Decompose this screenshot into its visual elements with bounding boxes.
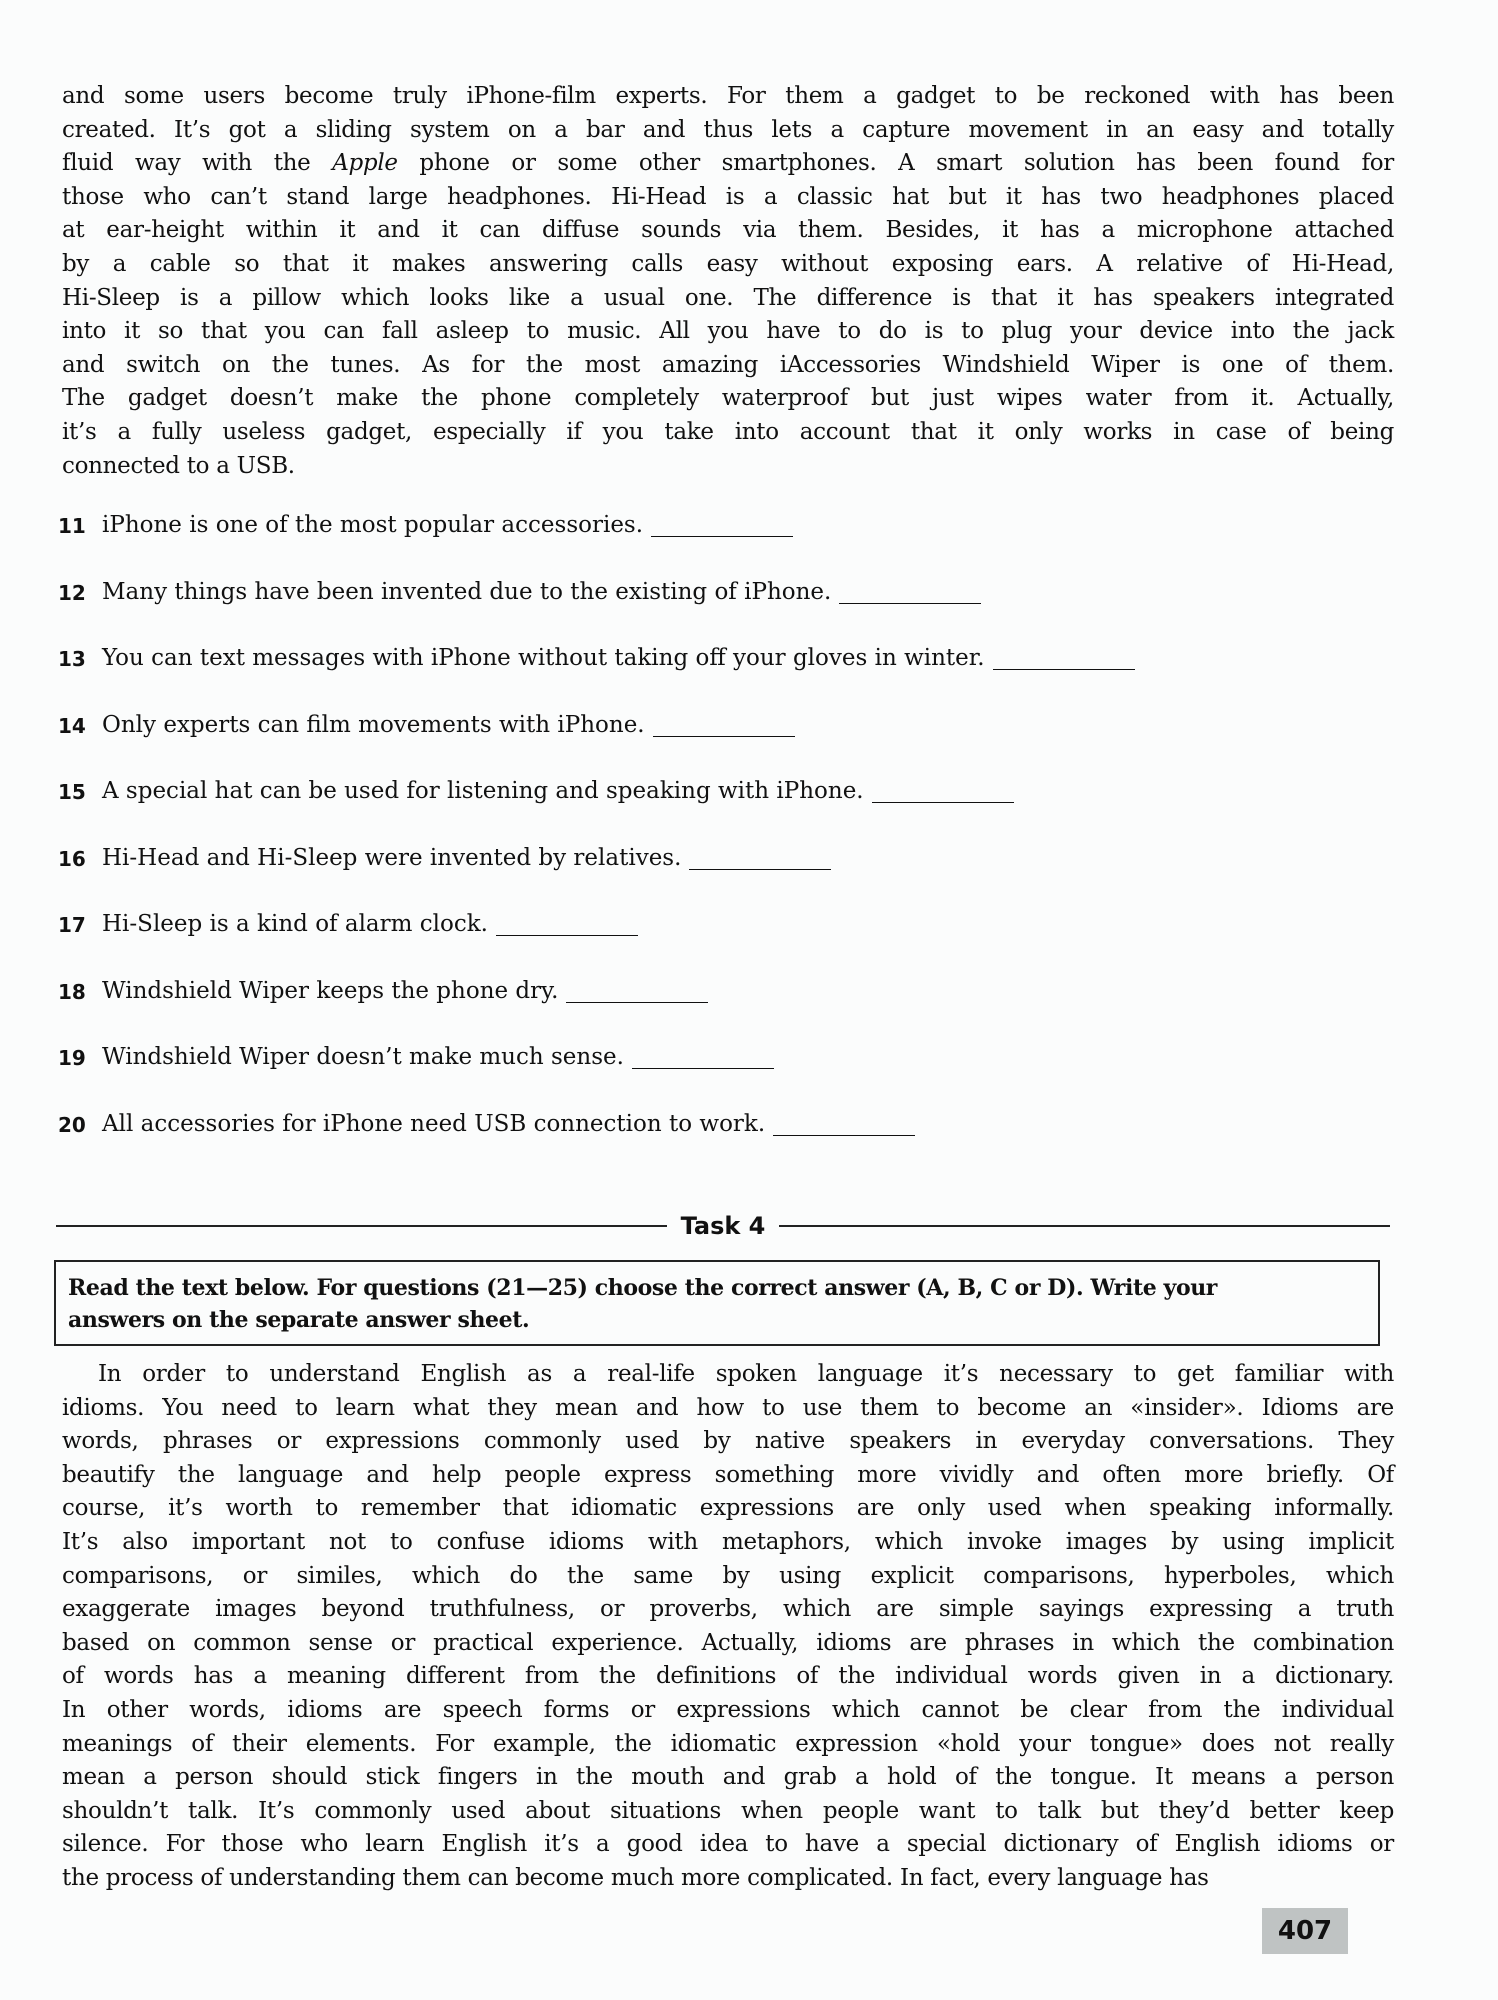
question-item xyxy=(58,512,1135,579)
instructions-box xyxy=(54,1260,1380,1346)
answer-blank[interactable] xyxy=(566,978,708,1003)
question-text: Windshield Wiper doesn’t make much sense. xyxy=(102,1044,624,1070)
text-line: the process of understanding them can become much more complicated. In fact, every language has xyxy=(62,1864,1209,1891)
answer-blank[interactable] xyxy=(632,1044,774,1069)
question-item xyxy=(58,778,1135,845)
task-title: Task 4 xyxy=(680,1212,766,1240)
instruction-line: Read the text below. For questions (21—25) choose the correct answer (A, B, C or D). Write your xyxy=(68,1275,1218,1301)
text-line: It’s also important not to confuse idioms with metaphors, which invoke images by using implicit xyxy=(62,1528,1394,1555)
text-line: fluid way with the Apple phone or some other smartphones. A smart solution has been found for xyxy=(62,150,1395,177)
text-line: idioms. You need to learn what they mean and how to use them to become an «insider». Idioms are xyxy=(62,1394,1394,1421)
text-line: words, phrases or expressions commonly used by native speakers in everyday conversations. They xyxy=(62,1428,1394,1455)
page-number: 407 xyxy=(1262,1908,1348,1954)
divider xyxy=(56,1225,667,1227)
question-text: A special hat can be used for listening and speaking with iPhone. xyxy=(102,778,864,804)
question-number: 11 xyxy=(58,514,86,538)
question-number: 14 xyxy=(58,713,86,738)
question-text: Windshield Wiper keeps the phone dry. xyxy=(102,977,559,1004)
answer-blank[interactable] xyxy=(653,712,795,737)
question-text: All accessories for iPhone need USB connection to work. xyxy=(102,1110,766,1137)
text-line: of words has a meaning different from the definitions of the individual words given in a dictionary. xyxy=(62,1663,1394,1690)
text-line: exaggerate images beyond truthfulness, or proverbs, which are simple sayings expressing a truth xyxy=(62,1596,1394,1623)
text-line: and switch on the tunes. As for the most amazing iAccessories Windshield Wiper is one of them. xyxy=(62,351,1394,378)
text-line: connected to a USB. xyxy=(62,452,295,479)
answer-blank[interactable] xyxy=(689,845,831,870)
answer-blank[interactable] xyxy=(993,645,1135,670)
question-item xyxy=(58,579,1135,646)
text-line: course, it’s worth to remember that idiomatic expressions are only used when speaking informally. xyxy=(62,1495,1394,1522)
text-line: comparisons, or similes, which do the same by using explicit comparisons, hyperboles, which xyxy=(62,1562,1394,1589)
text-line: silence. For those who learn English it’s a good idea to have a special dictionary of English idioms or xyxy=(62,1831,1394,1858)
text-line: In order to understand English as a real-life spoken language it’s necessary to get familiar with xyxy=(98,1361,1394,1387)
question-number: 19 xyxy=(58,1046,86,1070)
text-line: mean a person should stick fingers in the mouth and grab a hold of the tongue. It means a person xyxy=(62,1764,1394,1791)
answer-blank[interactable] xyxy=(651,512,793,537)
instruction-line: answers on the separate answer sheet. xyxy=(68,1307,530,1333)
text-line: based on common sense or practical experience. Actually, idioms are phrases in which the combination xyxy=(62,1629,1394,1656)
question-text: Many things have been invented due to the existing of iPhone. xyxy=(102,578,832,605)
question-number: 18 xyxy=(58,979,86,1004)
question-number: 13 xyxy=(58,647,86,671)
text-line: meanings of their elements. For example, the idiomatic expression «hold your tongue» does not really xyxy=(62,1730,1394,1757)
text-line: In other words, idioms are speech forms or expressions which cannot be clear from the individual xyxy=(62,1696,1394,1723)
question-item xyxy=(58,645,1135,712)
divider xyxy=(779,1225,1390,1227)
task-header xyxy=(56,1212,1390,1240)
text-line: into it so that you can fall asleep to music. All you have to do is to plug your device into the jack xyxy=(62,318,1394,345)
text-line: beautify the language and help people express something more vividly and often more briefly. Of xyxy=(62,1461,1394,1488)
question-text: Only experts can film movements with iPhone. xyxy=(102,711,645,738)
true-false-questions xyxy=(58,512,1135,1177)
question-item xyxy=(58,712,1135,779)
text-line: it’s a fully useless gadget, especially if you take into account that it only works in case of being xyxy=(62,418,1394,445)
question-item xyxy=(58,1111,1135,1178)
question-number: 17 xyxy=(58,913,86,937)
question-item xyxy=(58,845,1135,912)
answer-blank[interactable] xyxy=(496,911,638,936)
question-item xyxy=(58,1044,1135,1111)
text-line: The gadget doesn’t make the phone completely waterproof but just wipes water from it. Actually, xyxy=(62,385,1394,412)
passage-top xyxy=(62,80,1394,483)
question-text: You can text messages with iPhone without taking off your gloves in winter. xyxy=(102,645,985,671)
text-line: at ear-height within it and it can diffuse sounds via them. Besides, it has a microphone attached xyxy=(62,217,1394,244)
question-text: iPhone is one of the most popular accessories. xyxy=(102,512,644,538)
question-number: 16 xyxy=(58,846,86,871)
answer-blank[interactable] xyxy=(872,778,1014,803)
question-number: 15 xyxy=(58,780,86,804)
text-line: created. It’s got a sliding system on a bar and thus lets a capture movement in an easy and totally xyxy=(62,116,1394,143)
question-text: Hi-Head and Hi-Sleep were invented by relatives. xyxy=(102,844,682,871)
answer-blank[interactable] xyxy=(839,579,981,604)
text-line: Hi-Sleep is a pillow which looks like a usual one. The difference is that it has speakers integrated xyxy=(62,284,1394,311)
question-number: 12 xyxy=(58,580,86,605)
text-line: shouldn’t talk. It’s commonly used about situations when people want to talk but they’d better keep xyxy=(62,1797,1394,1824)
question-item xyxy=(58,911,1135,978)
answer-blank[interactable] xyxy=(773,1111,915,1136)
text-line: those who can’t stand large headphones. Hi-Head is a classic hat but it has two headphones placed xyxy=(62,183,1394,210)
question-text: Hi-Sleep is a kind of alarm clock. xyxy=(102,911,488,937)
text-line: by a cable so that it makes answering calls easy without exposing ears. A relative of Hi-Head, xyxy=(62,250,1394,277)
question-item xyxy=(58,978,1135,1045)
question-number: 20 xyxy=(58,1112,86,1137)
text-line: and some users become truly iPhone-film experts. For them a gadget to be reckoned with has been xyxy=(62,83,1394,109)
passage-bottom xyxy=(62,1358,1394,1896)
